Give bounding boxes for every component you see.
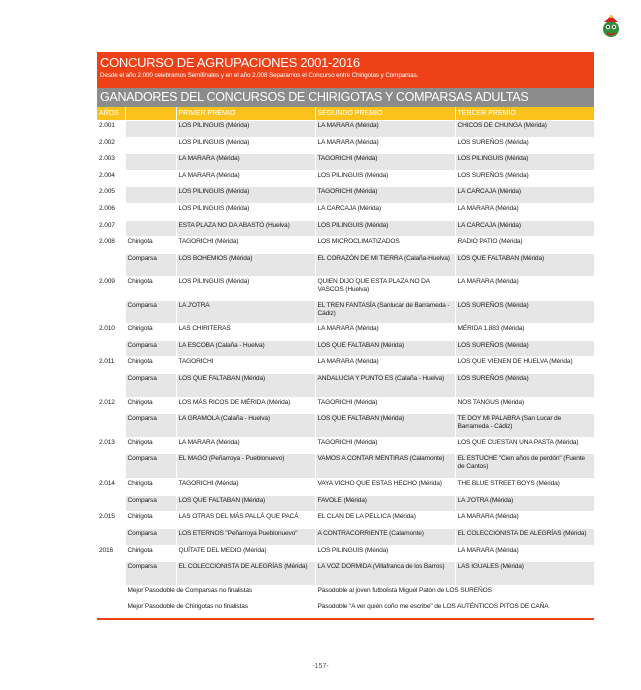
col-header-third-prize: TERCER PREMIO	[455, 107, 594, 121]
table-row	[97, 545, 594, 562]
table-row	[97, 187, 594, 204]
cell-year	[97, 454, 125, 479]
cell-p3: LA MARARA (Mérida)	[455, 203, 594, 220]
cell-p1: LOS QUE FALTABAN (Mérida)	[176, 374, 315, 398]
cell-p2: TAGORICHI (Mérida)	[315, 154, 455, 171]
cell-p1: LA MARARA (Mérida)	[176, 154, 315, 171]
cell-cat	[125, 203, 176, 220]
cell-year: 2.012	[97, 397, 125, 414]
cell-p2: EL CLAN DE LA PELLICA (Mérida)	[315, 512, 455, 529]
cell-year	[97, 300, 125, 324]
cell-p2: LOS PILINGUIS (Mérida)	[315, 545, 455, 562]
note-row	[97, 585, 594, 602]
cell-p2: TAGORICHI (Mérida)	[315, 437, 455, 454]
cell-cat: Chirigota	[125, 437, 176, 454]
table-row	[97, 203, 594, 220]
cell-cat: Comparsa	[125, 562, 176, 586]
table-row	[97, 324, 594, 341]
cell-blank	[97, 585, 125, 602]
cell-year: 2.004	[97, 170, 125, 187]
cell-year: 2.008	[97, 237, 125, 254]
cell-cat: Comparsa	[125, 340, 176, 357]
cell-cat: Chirigota	[125, 357, 176, 374]
cell-p3: NOS TANGUS (Mérida)	[455, 397, 594, 414]
table-row	[97, 253, 594, 277]
cell-p1: TAGORICHI (Mérida)	[176, 237, 315, 254]
cell-year: 2.007	[97, 220, 125, 237]
note-value: Pasodoble al joven futbolista Miguel Patón de LOS SUREÑOS	[315, 585, 594, 602]
cell-p2: LOS QUE FALTABAN (Mérida)	[315, 414, 455, 438]
col-header-second-prize: SEGUNDO PREMIO	[315, 107, 455, 121]
cell-year	[97, 340, 125, 357]
title-band	[97, 52, 594, 88]
cell-p2: LOS MICROCLIMATIZADOS	[315, 237, 455, 254]
cell-blank	[97, 602, 125, 618]
cell-p1: LAS OTRAS DEL MÁS PALLÁ QUE PACÁ	[176, 512, 315, 529]
table-row	[97, 414, 594, 438]
cell-year	[97, 414, 125, 438]
cell-cat	[125, 220, 176, 237]
cell-cat: Chirigota	[125, 545, 176, 562]
cell-p2: LOS PILINGUIS (Mérida)	[315, 220, 455, 237]
cell-year	[97, 253, 125, 277]
cell-p1: LA MARARA (Mérida)	[176, 170, 315, 187]
cell-p1: LOS ETERNOS "Peñarroya Pueblonuevo"	[176, 529, 315, 546]
cell-p2: TAGORICHI (Mérida)	[315, 397, 455, 414]
cell-p3: LA MARARA (Mérida)	[455, 545, 594, 562]
cell-year	[97, 495, 125, 512]
cell-cat: Comparsa	[125, 374, 176, 398]
cell-p2: TAGORICHI (Mérida)	[315, 187, 455, 204]
table-row	[97, 454, 594, 479]
cell-year: 2.005	[97, 187, 125, 204]
cell-cat: Comparsa	[125, 414, 176, 438]
table-row	[97, 562, 594, 586]
cell-p2: LOS PILINGUIS (Mérida)	[315, 170, 455, 187]
cell-p3: LA J'OTRA (Mérida)	[455, 495, 594, 512]
cell-year: 2.010	[97, 324, 125, 341]
table-row	[97, 357, 594, 374]
cell-p1: LOS PILINGUIS (Mérida)	[176, 187, 315, 204]
cell-cat	[125, 170, 176, 187]
cell-p3: LOS SUREÑOS (Mérida)	[455, 137, 594, 154]
cell-p3: THE BLUE STREET BOYS (Mérida)	[455, 479, 594, 496]
page-number: -157-	[312, 663, 329, 670]
table-row	[97, 277, 594, 301]
cell-p2: FAVOLE (Mérida)	[315, 495, 455, 512]
cell-p2: VAYA VICHO QUE ESTAS HECHO (Mérida)	[315, 479, 455, 496]
cell-cat: Chirigota	[125, 237, 176, 254]
bottom-rule	[97, 618, 594, 620]
cell-p2: LA MARARA (Mérida)	[315, 324, 455, 341]
cell-p1: TAGORICHI	[176, 357, 315, 374]
cell-cat: Comparsa	[125, 253, 176, 277]
table-row	[97, 300, 594, 324]
cell-p1: LOS MÁS RICOS DE MÉRIDA (Mérida)	[176, 397, 315, 414]
cell-cat	[125, 154, 176, 171]
note-label: Mejor Pasodoble de Chirigotas no finalistas	[125, 602, 315, 618]
cell-p2: QUIEN DIJO QUE ESTA PLAZA NO DA VASCOS (Huelva)	[315, 277, 455, 301]
note-label: Mejor Pasodoble de Comparsas no finalistas	[125, 585, 315, 602]
cell-p1: QUÍTATE DEL MEDIO (Mérida)	[176, 545, 315, 562]
cell-p2: A CONTRACORRIENTE (Calamonte)	[315, 529, 455, 546]
cell-p1: LOS PILINGUIS (Mérida)	[176, 137, 315, 154]
cell-year: 2.006	[97, 203, 125, 220]
cell-p3: LOS QUE CUESTAN UNA PASTA (Mérida)	[455, 437, 594, 454]
cell-cat: Chirigota	[125, 512, 176, 529]
table-row	[97, 154, 594, 171]
table-row	[97, 137, 594, 154]
cell-p1: LOS QUE FALTABAN (Mérida)	[176, 495, 315, 512]
cell-p2: LA MARARA (Mérida)	[315, 357, 455, 374]
cell-p2: EL TREN FANTASÍA (Sanlucar de Barrameda - Cádiz)	[315, 300, 455, 324]
cell-p3: LOS SUREÑOS (Mérida)	[455, 374, 594, 398]
winners-table	[97, 107, 595, 618]
cell-cat: Chirigota	[125, 324, 176, 341]
cell-p1: TAGORICHI (Mérida)	[176, 479, 315, 496]
cell-p1: EL COLECCIONISTA DE ALEGRÍAS (Mérida)	[176, 562, 315, 586]
cell-cat: Chirigota	[125, 397, 176, 414]
cell-p3: CHICOS DE CHUNGA (Mérida)	[455, 121, 594, 138]
cell-year: 2.009	[97, 277, 125, 301]
cell-p2: LA MARARA (Mérida)	[315, 137, 455, 154]
cell-cat: Comparsa	[125, 529, 176, 546]
cell-year: 2.003	[97, 154, 125, 171]
col-header-years: AÑOS	[97, 107, 125, 121]
cell-year: 2016	[97, 545, 125, 562]
cell-p3: LOS QUE FALTABAN (Mérida)	[455, 253, 594, 277]
cell-p1: LOS PILINGUIS (Mérida)	[176, 203, 315, 220]
cell-year: 2.014	[97, 479, 125, 496]
cell-year: 2.013	[97, 437, 125, 454]
cell-p3: RADIO PATIO (Mérida)	[455, 237, 594, 254]
carnival-mascot-icon	[598, 14, 624, 40]
cell-p2: ANDALUCIA Y PUNTO ES (Calaña - Huelva)	[315, 374, 455, 398]
cell-p3: EL ESTUCHE "Cien años de perdón" (Fuente de Cantos)	[455, 454, 594, 479]
cell-year	[97, 374, 125, 398]
cell-year: 2.001	[97, 121, 125, 138]
cell-p3: LOS SUREÑOS (Mérida)	[455, 300, 594, 324]
cell-cat	[125, 137, 176, 154]
section-title: GANADORES DEL CONCURSOS DE CHIRIGOTAS Y COMPARSAS ADULTAS	[97, 88, 594, 107]
cell-year	[97, 562, 125, 586]
page-subtitle: Desde el año 2.000 celebramos Semifinales y en el año 2.008 Separamos el Concurso entre Chirigotas y Comparsas.	[100, 72, 419, 79]
cell-p1: LAS CHIRITERAS	[176, 324, 315, 341]
cell-p1: LOS BOHEMIOS (Mérida)	[176, 253, 315, 277]
col-header-first-prize: PRIMER PREMIO	[176, 107, 315, 121]
cell-p1: LOS PILINGUIS (Mérida)	[176, 121, 315, 138]
cell-p2: LA VOZ DORMIDA (Villafranca de los Barros)	[315, 562, 455, 586]
cell-p3: LOS QUE VIENEN DE HUELVA (Mérida)	[455, 357, 594, 374]
cell-p3: LA MARARA (Mérida)	[455, 277, 594, 301]
cell-p1: EL MAGO (Peñarroya - Pueblonuevo)	[176, 454, 315, 479]
cell-p3: LA MARARA (Mérida)	[455, 512, 594, 529]
cell-p3: MÉRIDA 1.883 (Mérida)	[455, 324, 594, 341]
cell-p3: LOS SUREÑOS (Mérida)	[455, 340, 594, 357]
table-row	[97, 529, 594, 546]
cell-p1: LA GRAMOLA (Calaña - Huelva)	[176, 414, 315, 438]
cell-cat: Comparsa	[125, 454, 176, 479]
cell-p2: EL CORAZÓN DE MI TIERRA (Calaña-Huelva)	[315, 253, 455, 277]
note-row	[97, 602, 594, 618]
table-row	[97, 121, 594, 138]
table-row	[97, 512, 594, 529]
cell-cat: Chirigota	[125, 479, 176, 496]
cell-cat	[125, 187, 176, 204]
cell-year	[97, 529, 125, 546]
note-value: Pasodoble "A ver quién coño me escribe" de LOS AUTÉNTICOS PITOS DE CAÑA	[315, 602, 594, 618]
cell-p2: LA MARARA (Mérida)	[315, 121, 455, 138]
table-row	[97, 479, 594, 496]
cell-p3: TE DOY MI PALABRA (San Lucar de Barrameda - Cádiz)	[455, 414, 594, 438]
table-row	[97, 495, 594, 512]
cell-cat	[125, 121, 176, 138]
table-row	[97, 170, 594, 187]
cell-p1: LA ESCOBA (Calaña - Huelva)	[176, 340, 315, 357]
cell-p1: LOS PILINGUIS (Mérida)	[176, 277, 315, 301]
results-panel	[97, 52, 594, 620]
cell-year: 2.002	[97, 137, 125, 154]
cell-cat: Comparsa	[125, 300, 176, 324]
table-header-row	[97, 107, 594, 121]
table-row	[97, 437, 594, 454]
cell-cat: Chirigota	[125, 277, 176, 301]
cell-p3: LA CARCAJA (Mérida)	[455, 187, 594, 204]
table-row	[97, 220, 594, 237]
cell-cat: Comparsa	[125, 495, 176, 512]
cell-p2: LA CARCAJA (Mérida)	[315, 203, 455, 220]
cell-p3: LOS SUREÑOS (Mérida)	[455, 170, 594, 187]
col-header-category	[125, 107, 176, 121]
cell-p3: LAS IGUALES (Mérida)	[455, 562, 594, 586]
cell-p1: ESTA PLAZA NO DA ABASTO (Huelva)	[176, 220, 315, 237]
cell-year: 2.011	[97, 357, 125, 374]
table-row	[97, 340, 594, 357]
cell-p1: LA J'OTRA	[176, 300, 315, 324]
cell-p3: EL COLECCIONISTA DE ALEGRÍAS (Mérida)	[455, 529, 594, 546]
cell-p2: LOS QUE FALTABAN (Mérida)	[315, 340, 455, 357]
cell-p3: LOS PILINGUIS (Mérida)	[455, 154, 594, 171]
cell-p1: LA MARARA (Mérida)	[176, 437, 315, 454]
table-row	[97, 397, 594, 414]
cell-p2: VAMOS A CONTAR MENTIRAS (Calamonte)	[315, 454, 455, 479]
cell-year: 2.015	[97, 512, 125, 529]
cell-p3: LA CARCAJA (Mérida)	[455, 220, 594, 237]
table-row	[97, 237, 594, 254]
table-row	[97, 374, 594, 398]
page-title: CONCURSO DE AGRUPACIONES 2001-2016	[100, 55, 360, 70]
